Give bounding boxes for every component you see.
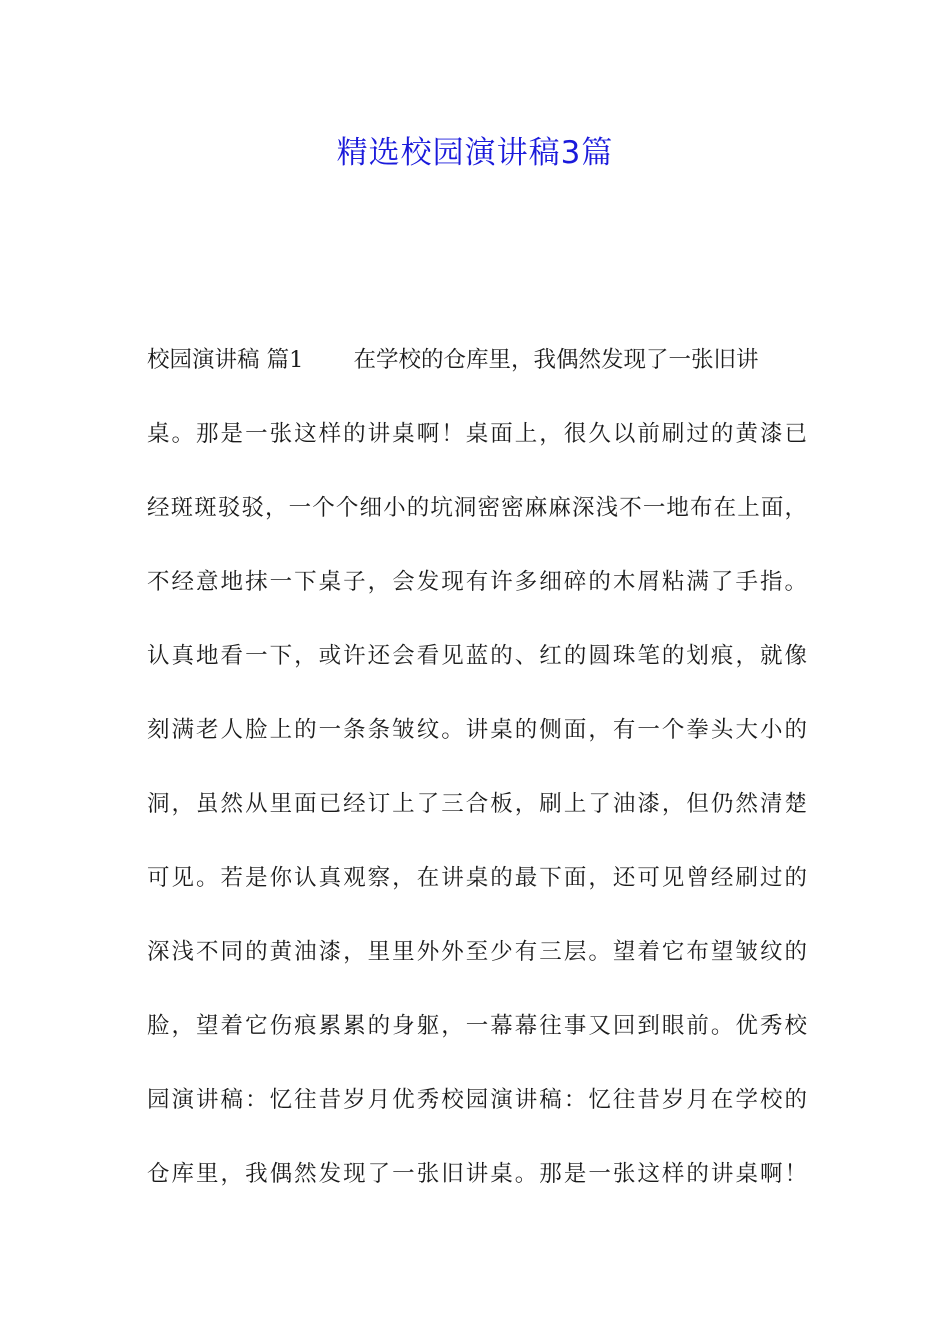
paragraph-line <box>147 932 807 1006</box>
paragraph-line <box>147 784 807 858</box>
paragraph-line-text: 脸，望着它伤痕累累的身躯，一幕幕往事又回到眼前。优秀校 <box>147 1013 807 1039</box>
section-label: 校园演讲稿 篇1 <box>147 347 304 373</box>
paragraph-line-text: 深浅不同的黄油漆，里里外外至少有三层。望着它布望皱纹的 <box>147 939 807 965</box>
paragraph-line <box>147 710 807 784</box>
paragraph-line <box>147 636 807 710</box>
paragraph-line-text: 认真地看一下，或许还会看见蓝的、红的圆珠笔的划痕，就像 <box>147 643 807 669</box>
paragraph-line <box>147 562 807 636</box>
paragraph-line-text: 洞，虽然从里面已经订上了三合板，刷上了油漆，但仍然清楚 <box>147 791 807 817</box>
paragraph-line-text: 仓库里，我偶然发现了一张旧讲桌。那是一张这样的讲桌啊！ <box>147 1161 807 1187</box>
paragraph-line <box>147 858 807 932</box>
paragraph-line-text: 不经意地抹一下桌子，会发现有许多细碎的木屑粘满了手指。 <box>147 569 807 595</box>
paragraph-line-text: 在学校的仓库里，我偶然发现了一张旧讲 <box>353 347 759 373</box>
document-title: 精选校园演讲稿3篇 <box>336 135 614 171</box>
document-body <box>147 340 807 1228</box>
paragraph-line <box>147 1154 807 1228</box>
paragraph-line-text: 园演讲稿：忆往昔岁月优秀校园演讲稿：忆往昔岁月在学校的 <box>147 1087 807 1113</box>
paragraph-line <box>147 488 807 562</box>
paragraph-line-text: 可见。若是你认真观察，在讲桌的最下面，还可见曾经刷过的 <box>147 865 807 891</box>
paragraph-line <box>147 1006 807 1080</box>
paragraph-line-text: 刻满老人脸上的一条条皱纹。讲桌的侧面，有一个拳头大小的 <box>147 717 807 743</box>
paragraph-line <box>147 1080 807 1154</box>
paragraph-line-text: 桌。那是一张这样的讲桌啊！桌面上，很久以前刷过的黄漆已 <box>147 421 807 447</box>
paragraph-line <box>147 414 807 488</box>
paragraph-line <box>147 340 807 414</box>
paragraph-line-text: 经斑斑驳驳，一个个细小的坑洞密密麻麻深浅不一地布在上面， <box>147 495 807 521</box>
